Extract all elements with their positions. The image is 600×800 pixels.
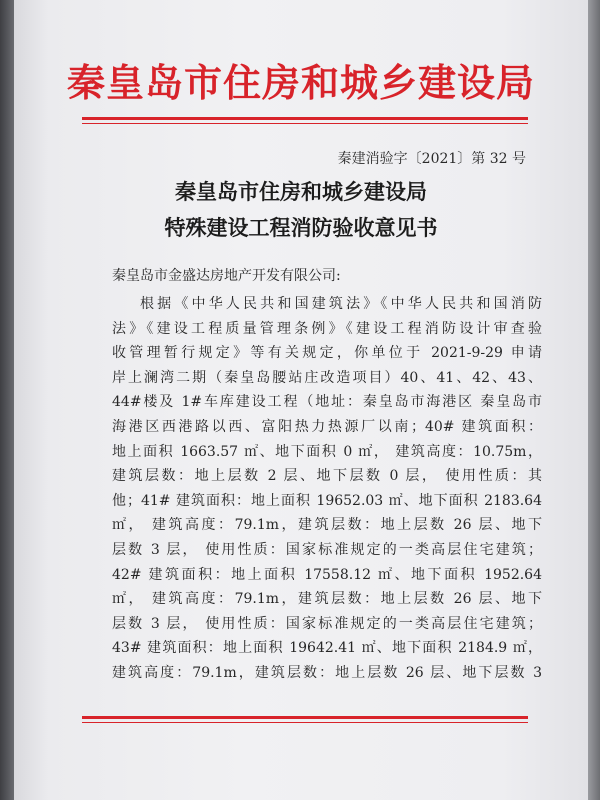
body-line: 岸上澜湾二期（秦皇岛腰站庄改造项目）40、41、42、43、 xyxy=(112,369,542,386)
header-rule-thick xyxy=(82,117,528,120)
issuer-header: 秦皇岛市住房和城乡建设局 xyxy=(66,61,535,105)
document-number: 秦建消验字〔2021〕第 32 号 xyxy=(337,151,526,167)
header-rule-thin xyxy=(82,123,528,124)
page-shadow-left xyxy=(0,0,14,800)
body-line: 43# 建筑面积：地上面积 19642.41 ㎡、地下面积 2184.9 ㎡， xyxy=(112,640,542,657)
body-line: ㎡， 建筑高度：79.1m，建筑层数：地上层数 26 层、地下 xyxy=(112,517,542,534)
body-line: 收管理暂行规定》等有关规定，你单位于 2021-9-29 申请 xyxy=(112,345,542,362)
body-line: 层数 3 层， 使用性质：国家标准规定的一类高层住宅建筑； xyxy=(112,541,542,558)
body-line: 42# 建筑面积：地上面积 17558.12 ㎡、地下面积 1952.64 xyxy=(112,566,542,583)
body-line: ㎡， 建筑高度：79.1m，建筑层数：地上层数 26 层、地下 xyxy=(112,591,542,608)
recipient: 秦皇岛市金盛达房地产开发有限公司: xyxy=(112,268,341,284)
body-line: 他；41# 建筑面积：地上面积 19652.03 ㎡、地下面积 2183.64 xyxy=(112,492,542,509)
document-body xyxy=(112,292,542,686)
body-line: 建筑高度：79.1m，建筑层数：地上层数 26 层、地下层数 3 xyxy=(112,664,542,681)
body-line: 海港区西港路以西、富阳热力热源厂以南；40# 建筑面积： xyxy=(112,418,542,435)
document-page xyxy=(14,0,588,800)
document-title-line1: 秦皇岛市住房和城乡建设局 xyxy=(175,179,427,204)
body-line: 根据《中华人民共和国建筑法》《中华人民共和国消防 xyxy=(140,296,542,312)
body-line: 44#楼及 1#车库建设工程（地址：秦皇岛市海港区 秦皇岛市 xyxy=(112,394,542,411)
body-line: 地上面积 1663.57 ㎡、地下面积 0 ㎡， 建筑高度：10.75m， xyxy=(112,443,542,460)
footer-rule-thin xyxy=(82,722,528,723)
body-line: 层数 3 层， 使用性质：国家标准规定的一类高层住宅建筑； xyxy=(112,615,542,632)
body-line: 法》《建设工程质量管理条例》《建设工程消防设计审查验 xyxy=(112,320,542,337)
document-title-line2: 特殊建设工程消防验收意见书 xyxy=(164,215,438,240)
body-line: 建筑层数：地上层数 2 层、地下层数 0 层， 使用性质：其 xyxy=(112,468,542,485)
page-shadow-right xyxy=(588,0,600,800)
footer-rule-thick xyxy=(82,716,528,719)
